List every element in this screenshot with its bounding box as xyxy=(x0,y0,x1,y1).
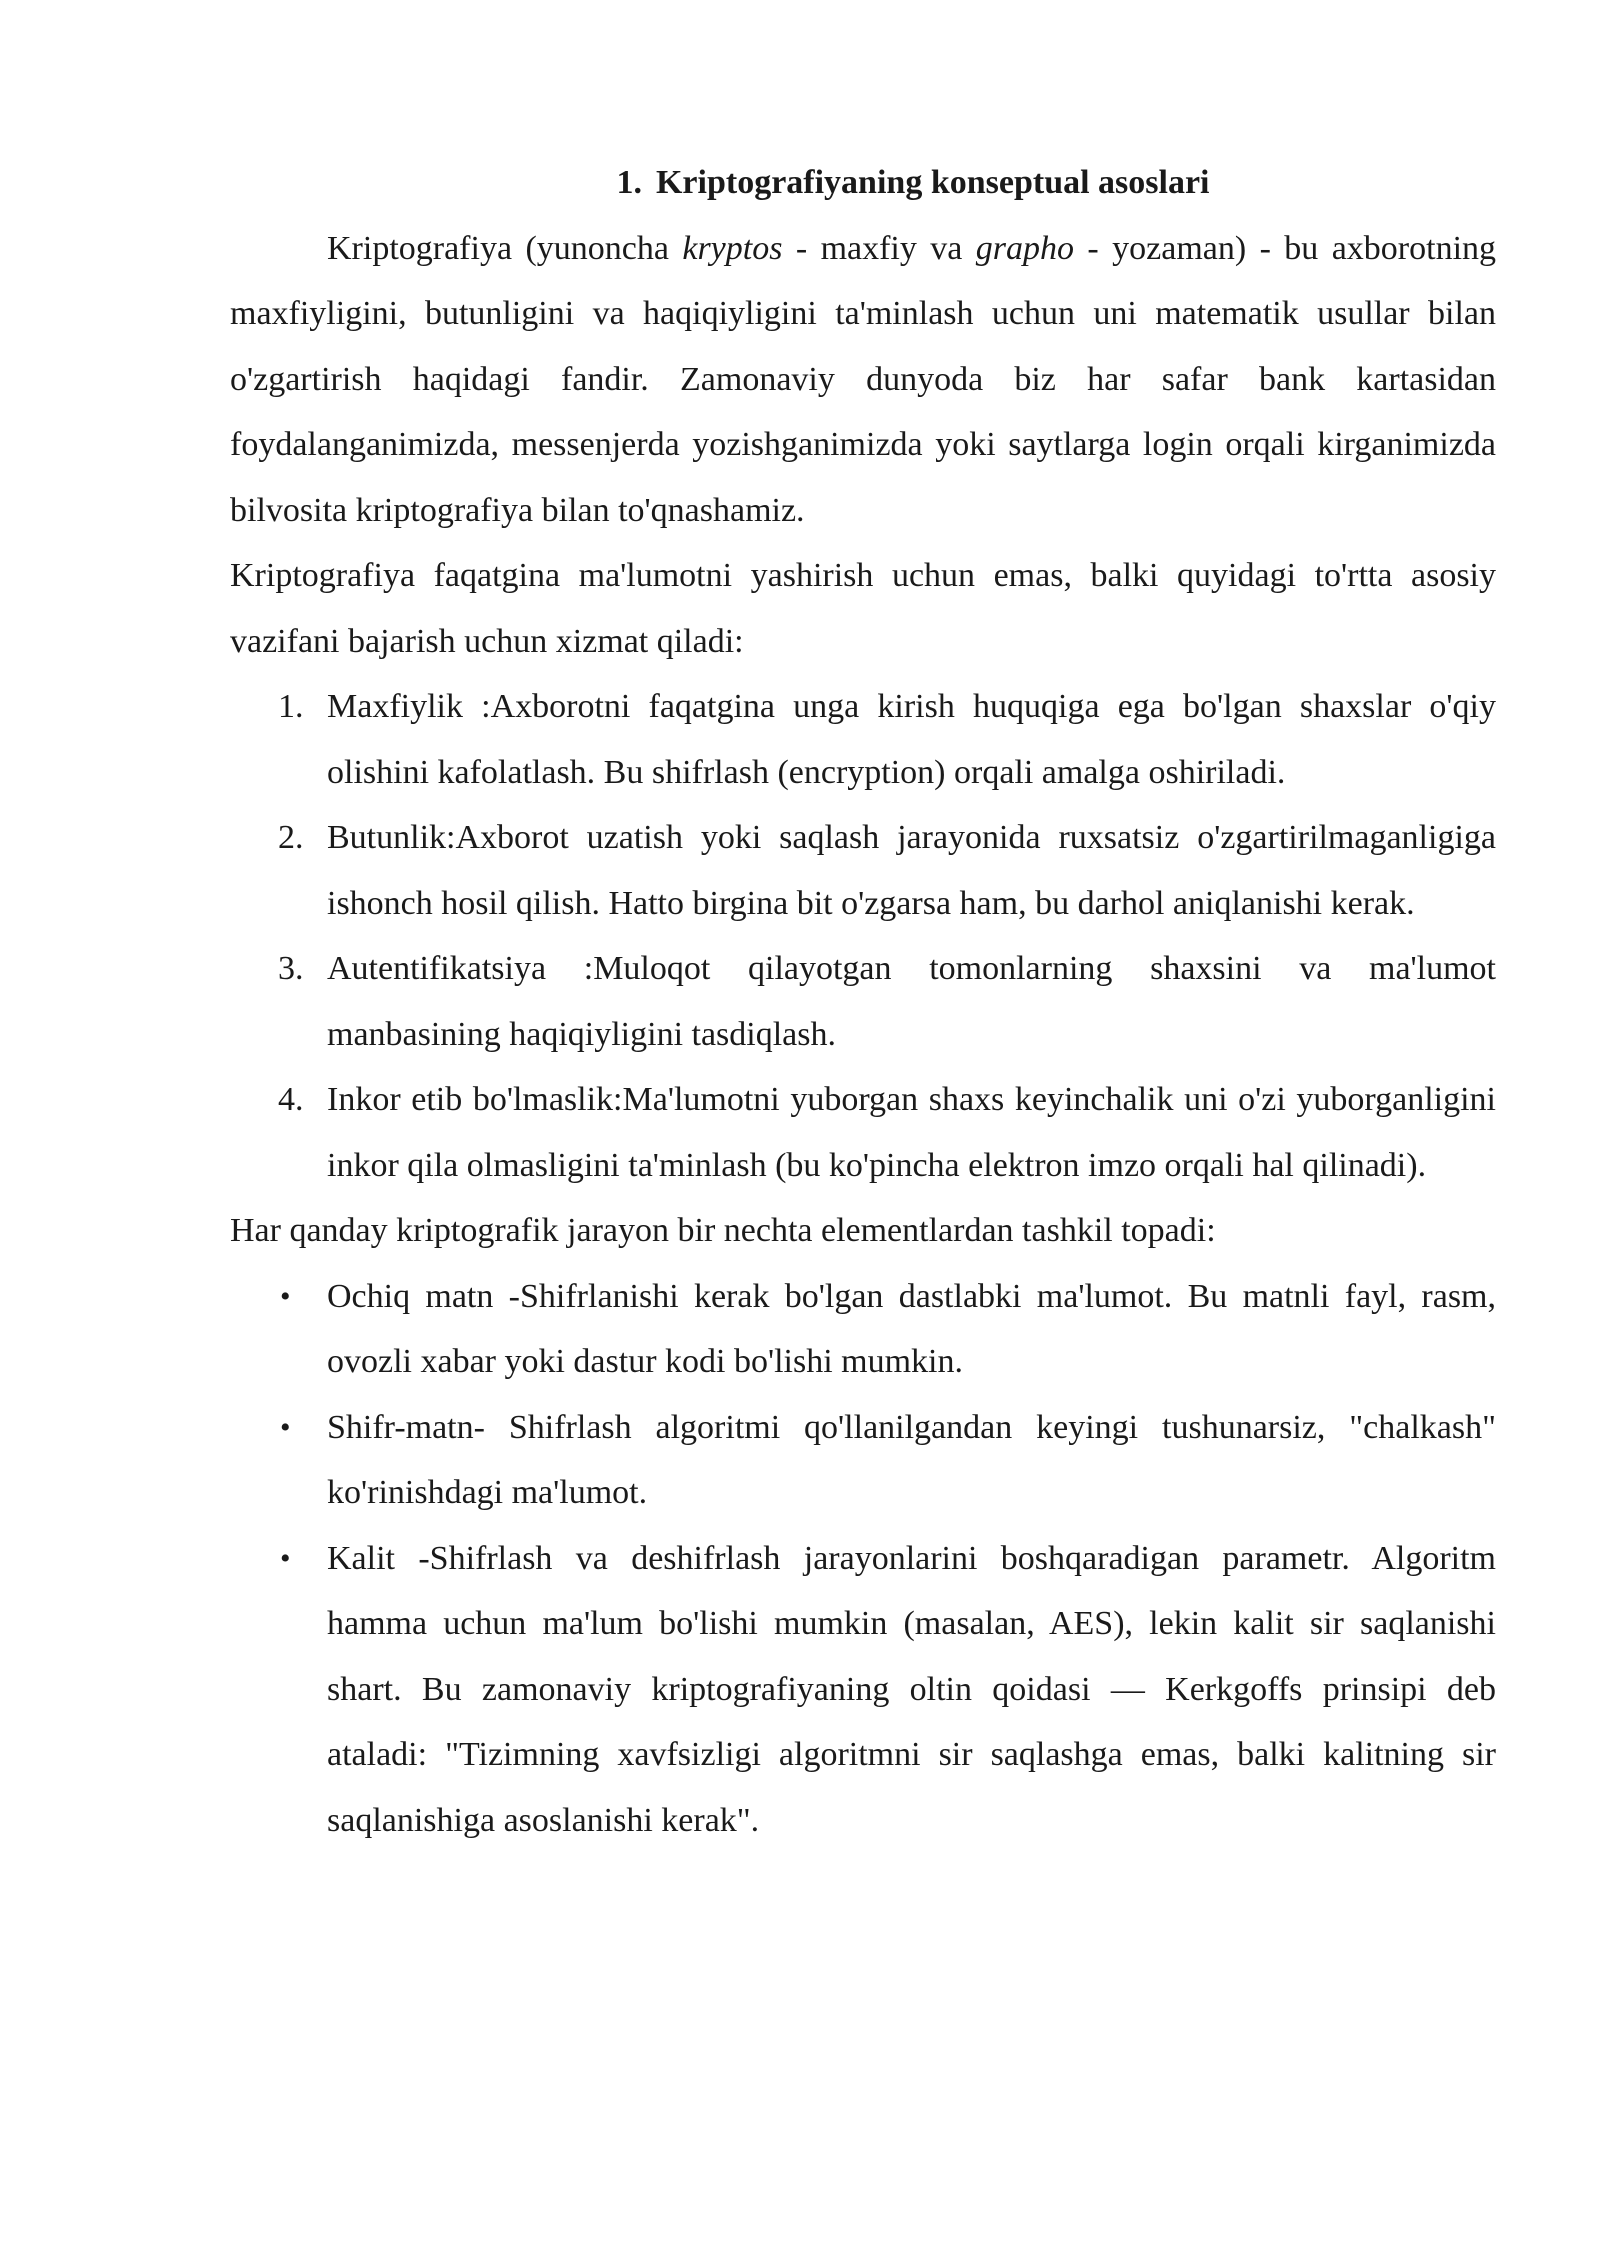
intro-italic-grapho: grapho xyxy=(975,229,1075,267)
bullet-icon: • xyxy=(280,1541,291,1575)
list-item-text: Shifr-matn- Shifrlash algoritmi qo'llanilgandan keyingi tushunarsiz, "chalkash" ko'rinishdagi ma'lumot. xyxy=(327,1408,1496,1511)
intro-text-2: - maxfiy va xyxy=(782,229,976,267)
duties-list xyxy=(230,674,1496,1198)
list-number: 3. xyxy=(278,950,304,987)
section-heading xyxy=(230,150,1496,216)
bullet-icon: • xyxy=(280,1279,291,1313)
section-number: 1. xyxy=(616,164,642,201)
intro-paragraph xyxy=(230,216,1496,544)
section-title: Kriptografiyaning konseptual asoslari xyxy=(655,164,1210,201)
elements-intro-paragraph: Har qanday kriptografik jarayon bir nechta elementlardan tashkil topadi: xyxy=(230,1212,1216,1249)
bullet-icon: • xyxy=(280,1410,291,1444)
list-item xyxy=(230,936,1496,1067)
list-number: 1. xyxy=(278,688,304,725)
list-item xyxy=(230,1067,1496,1198)
list-item-text: Inkor etib bo'lmaslik:Ma'lumotni yuborgan shaxs keyinchalik uni o'zi yuborganligini inkor qila olmasligini ta'minlash (bu ko'pincha elektron imzo orqali hal qilinadi). xyxy=(327,1081,1496,1184)
list-item-text: Butunlik:Axborot uzatish yoki saqlash jarayonida ruxsatsiz o'zgartirilmaganligiga ishonch hosil qilish. Hatto birgina bit o'zgarsa ham, bu darhol aniqlanishi kerak. xyxy=(327,819,1496,922)
list-item xyxy=(230,1395,1496,1526)
list-item-text: Ochiq matn -Shifrlanishi kerak bo'lgan dastlabki ma'lumot. Bu matnli fayl, rasm, ovozli xabar yoki dastur kodi bo'lishi mumkin. xyxy=(327,1277,1496,1380)
list-item-text: Autentifikatsiya :Muloqot qilayotgan tomonlarning shaxsini va ma'lumot manbasining haqiqiyligini tasdiqlash. xyxy=(327,950,1496,1053)
intro-text-3: - yozaman) - bu axborotning maxfiyligini, butunligini va haqiqiyligini ta'minlash uchun uni matematik usullar bilan o'zgartirish haqidagi fandir. Zamonaviy dunyoda biz har safar bank kartasidan foydalanganimizda, messenjerda yozishganimizda yoki saytlarga login orqali kirganimizda bilvosita kriptografiya bilan to'qnashamiz. xyxy=(230,229,1497,529)
list-item-text: Maxfiylik :Axborotni faqatgina unga kirish huquqiga ega bo'lgan shaxslar o'qiy olishini kafolatlash. Bu shifrlash (encryption) orqali amalga oshiriladi. xyxy=(327,688,1496,791)
list-number: 2. xyxy=(278,819,304,856)
list-number: 4. xyxy=(278,1081,304,1118)
list-item xyxy=(230,674,1496,805)
elements-list xyxy=(230,1264,1496,1854)
list-item-text: Kalit -Shifrlash va deshifrlash jarayonlarini boshqaradigan parametr. Algoritm hamma uchun ma'lum bo'lishi mumkin (masalan, AES), lekin kalit sir saqlanishi shart. Bu zamonaviy kriptografiyaning oltin qoidasi — Kerkgoffs prinsipi deb ataladi: "Tizimning xavfsizligi algoritmni sir saqlashga emas, balki kalitning sir saqlanishiga asoslanishi kerak". xyxy=(327,1539,1496,1839)
list-item xyxy=(230,1264,1496,1395)
list-item xyxy=(230,1526,1496,1854)
duties-intro-paragraph: Kriptografiya faqatgina ma'lumotni yashirish uchun emas, balki quyidagi to'rtta asosiy vazifani bajarish uchun xizmat qiladi: xyxy=(230,557,1496,660)
document-page xyxy=(230,150,1496,1853)
list-item xyxy=(230,805,1496,936)
intro-italic-kryptos: kryptos xyxy=(682,229,783,267)
intro-text-1: Kriptografiya (yunoncha xyxy=(327,229,683,267)
